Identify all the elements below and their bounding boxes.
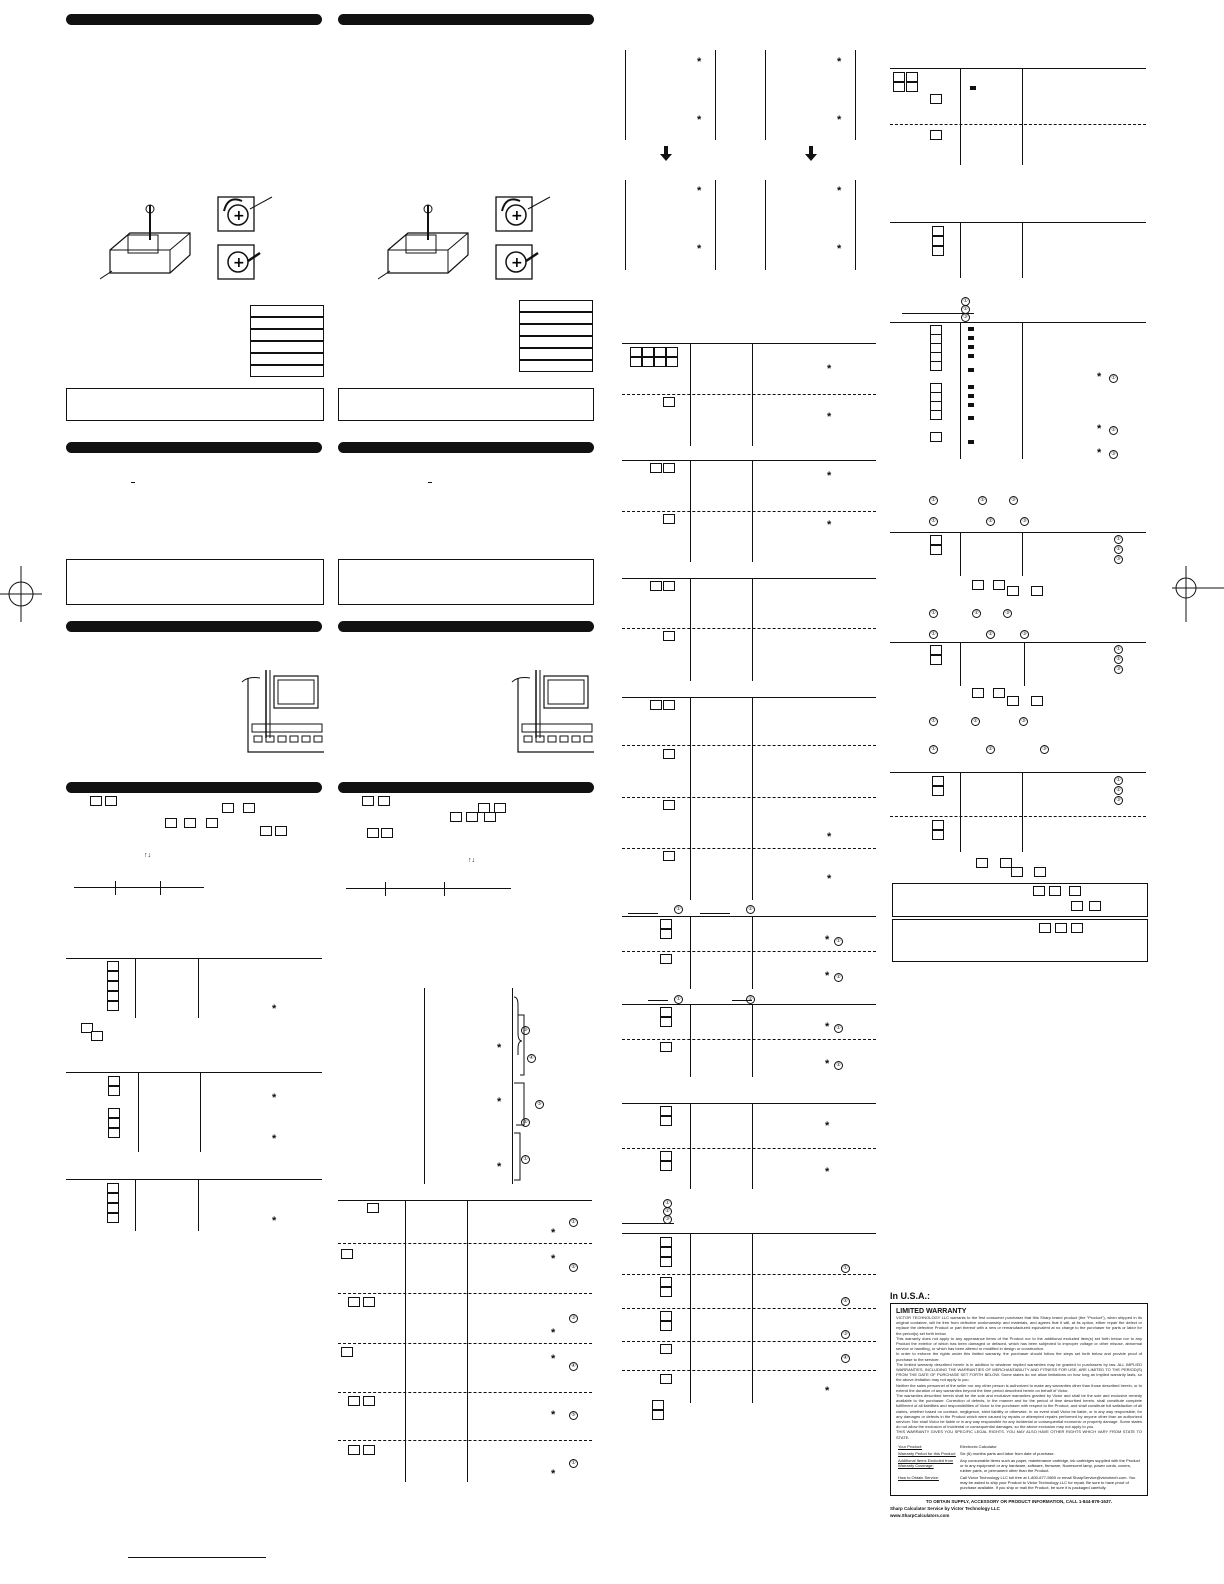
calculator-key-icon	[932, 226, 944, 236]
calculator-key-icon	[650, 581, 662, 591]
svg-text:+: +	[233, 255, 245, 271]
calculator-key-icon	[660, 1042, 672, 1052]
total-mark: *	[837, 243, 842, 255]
step-marker: ③	[1109, 450, 1118, 459]
display-indicator	[970, 86, 976, 90]
section-header-bar	[338, 442, 594, 453]
calculator-key-icon	[1055, 923, 1067, 933]
calculator-key-icon	[348, 1396, 360, 1406]
note-box	[338, 559, 594, 605]
total-mark: *	[825, 1385, 830, 1397]
step-marker: ③	[841, 1330, 850, 1339]
table-row: How to Obtain Service: Call Victor Technology LLC toll free at 1-800-677-9800 or email SharpService@victortech.com. You may be asked to ship your Product to Victor Technology LLC for repair. Be sure to have proof of purchase available. If you ship or mail the Product, be sure it is packaged carefully.	[898, 1474, 1136, 1490]
calculator-key-icon	[378, 796, 390, 806]
step-marker: ③	[1019, 717, 1028, 726]
step-marker: ②	[746, 905, 755, 914]
calculator-key-icon	[660, 1287, 672, 1297]
step-marker: ①	[674, 995, 683, 1004]
calculator-key-icon	[930, 645, 942, 655]
calculator-key-icon	[930, 545, 942, 555]
step-marker: ③	[1009, 496, 1018, 505]
calculator-key-icon	[663, 397, 675, 407]
calculator-key-icon	[107, 991, 119, 1001]
display-indicator	[968, 416, 974, 420]
calculator-key-icon	[930, 361, 942, 371]
warranty-paragraph: In order to enforce the rights under this limited warranty, the purchaser should follow the steps set forth below and provide proof of purchase to the servicer.	[896, 1351, 1142, 1362]
display-indicator	[968, 368, 974, 372]
calculator-key-icon	[630, 347, 642, 357]
total-mark: *	[272, 1133, 277, 1145]
calculator-key-icon	[107, 971, 119, 981]
total-mark: *	[551, 1253, 556, 1265]
step-marker: ⑤	[535, 1100, 544, 1109]
calculator-key-icon	[367, 1203, 379, 1213]
step-marker: ③	[1114, 796, 1123, 805]
calculator-key-icon	[184, 818, 196, 828]
calculator-key-icon	[108, 1086, 120, 1096]
calculator-key-icon	[972, 688, 984, 698]
calculator-key-icon	[932, 246, 944, 256]
step-marker: ③	[961, 313, 970, 322]
warranty-box	[890, 1303, 1148, 1496]
calculator-key-icon	[654, 357, 666, 367]
limited-warranty-section	[890, 1291, 1148, 1518]
step-marker: ①	[929, 496, 938, 505]
calculator-key-icon	[932, 786, 944, 796]
step-marker: ③	[1114, 665, 1123, 674]
section-header-bar	[338, 621, 594, 632]
note-box	[892, 919, 1148, 962]
calculator-key-icon	[1049, 886, 1061, 896]
step-marker: ②	[841, 1297, 850, 1306]
calculator-key-icon	[972, 580, 984, 590]
calculator-key-icon	[660, 954, 672, 964]
step-marker: ①	[834, 1024, 843, 1033]
calculator-key-icon	[652, 1410, 664, 1420]
warranty-title: LIMITED WARRANTY	[896, 1308, 967, 1315]
calculator-key-icon	[363, 1445, 375, 1455]
calculator-key-icon	[348, 1297, 360, 1307]
table-row: Your Product: Electronic Calculator	[898, 1443, 997, 1449]
calculator-key-icon	[91, 1031, 103, 1041]
calculator-key-icon	[663, 631, 675, 641]
total-mark: *	[697, 56, 702, 68]
step-marker: ④	[841, 1354, 850, 1363]
step-marker: ①	[929, 630, 938, 639]
calculator-key-icon	[930, 130, 942, 140]
warranty-body	[896, 1315, 1142, 1440]
step-marker: ②	[1109, 426, 1118, 435]
warranty-details-table	[896, 1443, 1142, 1491]
calculator-key-icon	[930, 655, 942, 665]
calculator-key-icon	[660, 1161, 672, 1171]
calculator-key-icon	[660, 929, 672, 939]
total-mark: *	[825, 1166, 830, 1178]
svg-text:+: +	[233, 208, 245, 224]
calculator-key-icon	[275, 826, 287, 836]
calculator-key-icon	[362, 796, 374, 806]
total-mark: *	[827, 411, 832, 423]
note-box	[892, 883, 1148, 917]
section-header-bar	[66, 14, 322, 25]
step-marker: ②	[1114, 786, 1123, 795]
calculator-key-icon	[660, 1277, 672, 1287]
calculator-key-icon	[1033, 886, 1045, 896]
step-marker: ④	[527, 1054, 536, 1063]
calculator-key-icon	[906, 72, 918, 82]
svg-text:+: +	[511, 255, 523, 271]
warranty-paragraph: Neither the sales personnel of the seller nor any other person is authorized to make any warranties other than those described herein, or to extend the duration of any warranties beyond the time period described herein on behalf of Victor.	[896, 1382, 1142, 1393]
warranty-paragraph: The limited warranty described herein is in addition to whatever implied warranties may be granted to purchasers by law. ALL IMPLIED WARRANTIES, INCLUDING THE WARRANTIES OF MERCHANTABILITY AND FITNESS FOR USE, ARE LIMITED TO THE PERIOD(S) FROM THE DATE OF PURCHASE SET FORTH BELOW. Some states do not allow limitations on how long an implied warranty lasts, so the above limitation may not apply to you.	[896, 1361, 1142, 1383]
registration-mark	[0, 566, 42, 622]
calculator-key-icon	[930, 410, 942, 420]
step-marker: ②	[986, 630, 995, 639]
step-marker: ①	[929, 745, 938, 754]
calculator-key-icon	[663, 463, 675, 473]
region-heading: In U.S.A.:	[890, 1291, 930, 1301]
total-mark: *	[272, 1092, 277, 1104]
calculator-key-icon	[932, 830, 944, 840]
step-marker: ③	[521, 1026, 530, 1035]
total-mark: *	[827, 519, 832, 531]
calculator-key-icon	[666, 357, 678, 367]
total-mark: *	[497, 1042, 502, 1054]
step-marker: ③	[1003, 609, 1012, 618]
total-mark: *	[825, 1120, 830, 1132]
calculator-key-icon	[108, 1108, 120, 1118]
registration-mark	[1172, 566, 1224, 622]
supply-info-line: TO OBTAIN SUPPLY, ACCESSORY OR PRODUCT INFORMATION, CALL 1-844-879-1637.	[925, 1498, 1113, 1504]
calculator-key-icon	[222, 803, 234, 813]
total-mark: *	[551, 1353, 556, 1365]
total-mark: *	[825, 1021, 830, 1033]
step-marker: ②	[961, 305, 970, 314]
service-line: Sharp Calculator Service by Victor Technology LLC	[890, 1505, 1000, 1511]
step-marker: ②	[1114, 545, 1123, 554]
step-marker: ②	[972, 609, 981, 618]
step-marker: ②	[971, 717, 980, 726]
total-mark: *	[551, 1227, 556, 1239]
step-marker: ②	[521, 1118, 530, 1127]
table-row: Additional Items Excluded from Warranty Coverage: Any consumable items such as paper, maintenance cartridge, ink cartridges supplied with the Product or to any equipment or any hardware, software, firmware, fluorescent lamp, power cords, covers, rubber parts, or permanent other than the Product.	[898, 1457, 1140, 1473]
calculator-key-icon	[1069, 886, 1081, 896]
step-marker: ①	[929, 517, 938, 526]
warranty-paragraph: THIS WARRANTY GIVES YOU SPECIFIC LEGAL RIGHTS. YOU MAY ALSO HAVE OTHER RIGHTS WHICH VARY FROM STATE TO STATE.	[896, 1429, 1142, 1440]
total-mark: *	[827, 873, 832, 885]
step-marker: ①	[929, 609, 938, 618]
step-marker: ①	[521, 1155, 530, 1164]
total-mark: *	[837, 185, 842, 197]
display-indicator	[968, 394, 974, 398]
section-header-bar	[66, 442, 322, 453]
calculator-key-icon	[660, 1106, 672, 1116]
calculator-key-icon	[650, 463, 662, 473]
calculator-key-icon	[642, 347, 654, 357]
calculator-key-icon	[484, 812, 496, 822]
calculator-key-icon	[660, 1247, 672, 1257]
calculator-key-icon	[932, 820, 944, 830]
warranty-paragraph: This warranty does not apply to any appearance items of the Product nor to the additional excluded item(s) set forth below nor to any Product the exterior of which has been damaged or defaced, which has been subjected to improper voltage or other misuse, abnormal service or handling, or which has been altered or modified in design or construction.	[896, 1335, 1142, 1352]
calculator-key-icon	[381, 828, 393, 838]
calculator-key-icon	[932, 776, 944, 786]
step-marker: ⑤	[569, 1411, 578, 1420]
step-marker: ①	[961, 297, 970, 306]
step-marker: ②	[986, 745, 995, 754]
calculator-key-icon	[660, 1311, 672, 1321]
total-mark: *	[551, 1327, 556, 1339]
calculator-key-icon	[660, 1017, 672, 1027]
step-marker: ②	[834, 1061, 843, 1070]
calculator-key-icon	[652, 1400, 664, 1410]
step-marker: ②	[663, 1207, 672, 1216]
calculator-key-icon	[660, 1374, 672, 1384]
display-indicator	[968, 440, 974, 444]
calculator-key-icon	[663, 700, 675, 710]
calculator-key-icon	[367, 828, 379, 838]
calculator-key-icon	[243, 803, 255, 813]
calculator-key-icon	[348, 1445, 360, 1455]
calculator-key-icon	[341, 1249, 353, 1259]
note-box	[338, 388, 594, 421]
calculator-key-icon	[663, 581, 675, 591]
section-header-bar	[66, 621, 322, 632]
calculator-key-icon	[932, 236, 944, 246]
calculator-key-icon	[105, 796, 117, 806]
step-marker: ①	[1114, 535, 1123, 544]
calculator-key-icon	[108, 1076, 120, 1086]
step-marker: ①	[1114, 645, 1123, 654]
section-header-bar	[338, 14, 594, 25]
calculator-key-icon	[260, 826, 272, 836]
calculator-key-icon	[108, 1128, 120, 1138]
calculator-key-icon	[1011, 867, 1023, 877]
display-indicator	[968, 327, 974, 331]
total-mark: *	[272, 1003, 277, 1015]
calculator-key-icon	[893, 72, 905, 82]
step-marker: ③	[663, 1215, 672, 1224]
calculator-key-icon	[993, 580, 1005, 590]
calculator-key-icon	[930, 94, 942, 104]
total-mark: *	[551, 1409, 556, 1421]
total-mark: *	[697, 243, 702, 255]
calculator-key-icon	[660, 1344, 672, 1354]
svg-text:+: +	[511, 208, 523, 224]
total-mark: *	[827, 831, 832, 843]
step-marker: ②	[1114, 655, 1123, 664]
step-marker: ①	[674, 905, 683, 914]
calculator-key-icon	[893, 82, 905, 92]
calculator-key-icon	[654, 347, 666, 357]
step-marker: ②	[978, 496, 987, 505]
calculator-key-icon	[363, 1297, 375, 1307]
display-indicator	[968, 336, 974, 340]
section-header-bar	[338, 782, 594, 793]
total-mark: *	[825, 934, 830, 946]
total-mark: *	[827, 470, 832, 482]
calculator-key-icon	[466, 812, 478, 822]
total-mark: *	[697, 185, 702, 197]
calculator-key-icon	[930, 432, 942, 442]
step-marker: ①	[1109, 374, 1118, 383]
step-marker: ②	[569, 1263, 578, 1272]
calculator-key-icon	[206, 818, 218, 828]
calculator-key-icon	[1007, 586, 1019, 596]
calculator-key-icon	[1071, 923, 1083, 933]
step-marker: ②	[746, 995, 755, 1004]
calculator-key-icon	[450, 812, 462, 822]
calculator-key-icon	[660, 1237, 672, 1247]
step-marker: ①	[1114, 776, 1123, 785]
calculator-key-icon	[107, 1183, 119, 1193]
calculator-key-icon	[666, 347, 678, 357]
display-indicator	[968, 385, 974, 389]
calculator-key-icon	[1031, 586, 1043, 596]
step-marker: ④	[569, 1362, 578, 1371]
calculator-key-icon	[663, 749, 675, 759]
step-marker: ②	[986, 517, 995, 526]
paper-installation-illustration	[510, 668, 594, 758]
calculator-key-icon	[630, 357, 642, 367]
paper-installation-illustration	[240, 668, 324, 758]
calculator-key-icon	[107, 1193, 119, 1203]
total-mark: *	[497, 1161, 502, 1173]
calculator-key-icon	[930, 535, 942, 545]
step-marker: ①	[663, 1199, 672, 1208]
calculator-key-icon	[976, 858, 988, 868]
table-row: Warranty Period for this Product: Six (6) months parts and labor from date of purchase.	[898, 1450, 1055, 1456]
calculator-key-icon	[90, 796, 102, 806]
service-website: www.SharpCalculators.com	[890, 1512, 950, 1518]
calculator-key-icon	[108, 1118, 120, 1128]
total-mark: *	[837, 56, 842, 68]
step-marker: ①	[841, 1264, 850, 1273]
calculator-key-icon	[1071, 901, 1083, 911]
note-box	[66, 559, 324, 605]
calculator-key-icon	[107, 1001, 119, 1011]
calculator-key-icon	[660, 1257, 672, 1267]
total-mark: *	[272, 1215, 277, 1227]
calculator-key-icon	[660, 1007, 672, 1017]
total-mark: *	[551, 1468, 556, 1480]
note-box	[66, 388, 324, 421]
calculator-key-icon	[660, 1116, 672, 1126]
total-mark: *	[825, 1058, 830, 1070]
display-indicator	[968, 345, 974, 349]
step-marker: ①	[569, 1459, 578, 1468]
calculator-key-icon	[363, 1396, 375, 1406]
calculator-key-icon	[1031, 696, 1043, 706]
calculator-key-icon	[993, 688, 1005, 698]
total-mark: *	[1097, 371, 1102, 383]
display-indicator	[968, 403, 974, 407]
step-marker: ③	[1020, 630, 1029, 639]
calculator-key-icon	[107, 981, 119, 991]
total-mark: *	[1097, 423, 1102, 435]
step-marker: ①	[834, 937, 843, 946]
calculator-key-icon	[1034, 867, 1046, 877]
calculator-key-icon	[341, 1347, 353, 1357]
total-mark: *	[827, 363, 832, 375]
battery-replacement-illustration	[378, 195, 558, 285]
display-indicator	[968, 354, 974, 358]
total-mark: *	[497, 1096, 502, 1108]
step-marker: ③	[1114, 555, 1123, 564]
calculator-key-icon	[906, 82, 918, 92]
step-marker: ②	[834, 973, 843, 982]
calculator-key-icon	[663, 800, 675, 810]
section-header-bar	[66, 782, 322, 793]
calculator-key-icon	[107, 961, 119, 971]
calculator-key-icon	[663, 514, 675, 524]
total-mark: *	[825, 970, 830, 982]
step-marker: ③	[1040, 745, 1049, 754]
down-arrow-icon	[659, 146, 673, 162]
step-marker: ③	[569, 1314, 578, 1323]
total-mark: *	[837, 114, 842, 126]
down-arrow-icon	[804, 146, 818, 162]
calculator-key-icon	[660, 1151, 672, 1161]
calculator-key-icon	[1007, 696, 1019, 706]
step-marker: ①	[569, 1218, 578, 1227]
calculator-key-icon	[660, 1321, 672, 1331]
calculator-key-icon	[1039, 923, 1051, 933]
total-mark: *	[1097, 447, 1102, 459]
calculator-key-icon	[1089, 901, 1101, 911]
calculator-key-icon	[650, 700, 662, 710]
step-marker: ①	[929, 717, 938, 726]
warranty-paragraph: VICTOR TECHNOLOGY LLC warrants to the first consumer purchaser that this Sharp brand product (the "Product"), when shipped in its original container, will be free from defective workmanship and materials, and agrees that it will, at its option, either repair the defect or replace the defective Product or part thereof with a new or remanufactured equivalent at no charge to the purchaser for parts or labor for the period(s) set forth below.	[896, 1315, 1142, 1336]
total-mark: *	[697, 114, 702, 126]
calculator-key-icon	[165, 818, 177, 828]
calculator-key-icon	[642, 357, 654, 367]
battery-replacement-illustration	[100, 195, 280, 285]
calculator-key-icon	[107, 1203, 119, 1213]
calculator-key-icon	[660, 919, 672, 929]
calculator-key-icon	[663, 851, 675, 861]
step-marker: ③	[1020, 517, 1029, 526]
warranty-paragraph: The warranties described herein shall be the sole and exclusive warranties granted by Victor and shall be the sole and exclusive remedy available to the purchaser. Correction of defects, in the manner and for the period of time described herein, shall constitute complete fulfillment of all liabilities and responsibilities of Victor to the purchaser with respect to the Product, and shall constitute full satisfaction of all claims, whether based on contract, negligence, strict liability or otherwise. In no event shall Victor be liable, or in any way responsible, for any damages or defects in the Product which were caused by repairs or attempted repairs performed by anyone other than an authorized servicer. Nor shall Victor be liable or in any way responsible for any incidental or consequential economic or property damage. Some states do not allow the exclusion of incidental or consequential damages, so the above exclusion may not apply to you.	[896, 1393, 1142, 1430]
calculator-key-icon	[107, 1213, 119, 1223]
